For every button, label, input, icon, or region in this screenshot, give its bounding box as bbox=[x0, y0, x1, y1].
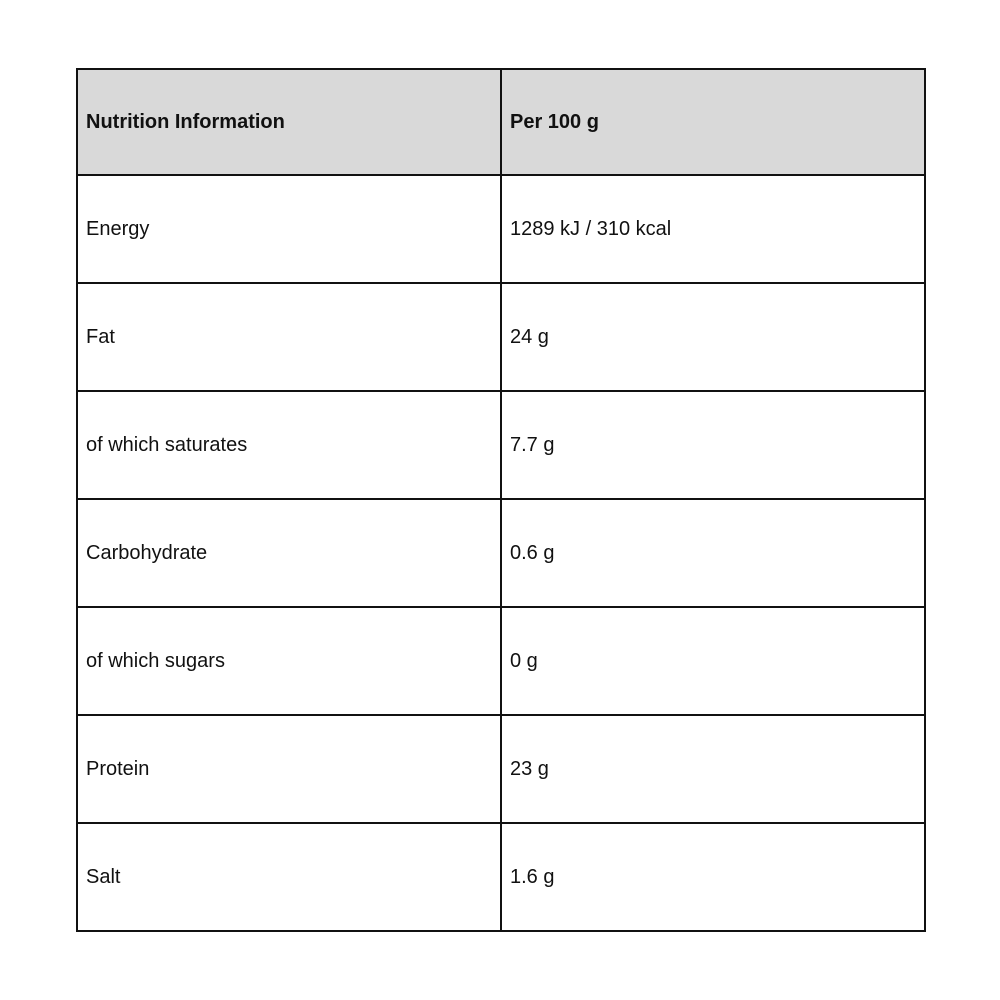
nutrition-table bbox=[76, 68, 926, 932]
nutrient-value: 23 g bbox=[501, 715, 925, 823]
table-row bbox=[77, 283, 925, 391]
table-header-row bbox=[77, 69, 925, 175]
nutrient-name: Fat bbox=[77, 283, 501, 391]
nutrient-value: 7.7 g bbox=[501, 391, 925, 499]
nutrient-name: Protein bbox=[77, 715, 501, 823]
nutrient-value: 1289 kJ / 310 kcal bbox=[501, 175, 925, 283]
nutrient-name: of which saturates bbox=[77, 391, 501, 499]
nutrient-value: 24 g bbox=[501, 283, 925, 391]
header-nutrition-information: Nutrition Information bbox=[77, 69, 501, 175]
table-row bbox=[77, 391, 925, 499]
table-row bbox=[77, 499, 925, 607]
nutrient-value: 1.6 g bbox=[501, 823, 925, 931]
table-row bbox=[77, 823, 925, 931]
table-row bbox=[77, 715, 925, 823]
header-per-100g: Per 100 g bbox=[501, 69, 925, 175]
nutrient-name: Carbohydrate bbox=[77, 499, 501, 607]
nutrient-value: 0 g bbox=[501, 607, 925, 715]
nutrient-name: Salt bbox=[77, 823, 501, 931]
nutrient-value: 0.6 g bbox=[501, 499, 925, 607]
nutrient-name: Energy bbox=[77, 175, 501, 283]
table-row bbox=[77, 607, 925, 715]
nutrient-name: of which sugars bbox=[77, 607, 501, 715]
table-row bbox=[77, 175, 925, 283]
